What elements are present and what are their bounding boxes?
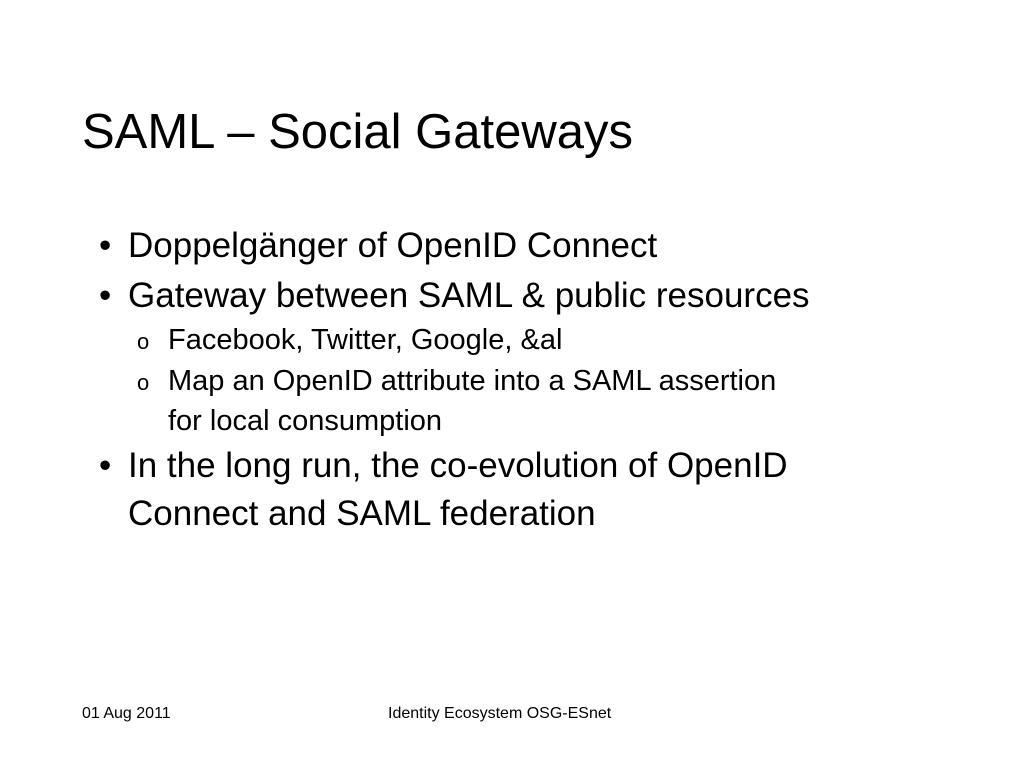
bullet-item xyxy=(99,442,948,538)
bullet-text: Doppelgänger of OpenID Connect xyxy=(128,226,658,265)
footer-title: Identity Ecosystem OSG-ESnet xyxy=(388,705,612,722)
bullet-item xyxy=(99,222,948,270)
sub-bullet-text: Facebook, Twitter, Google, &al xyxy=(168,324,563,356)
sub-bullet-item xyxy=(137,320,948,360)
sub-bullet-line: Map an OpenID attribute into a SAML assertion xyxy=(168,365,777,397)
bullet-marker: • xyxy=(99,276,112,315)
sub-bullet-marker: o xyxy=(137,329,150,354)
bullet-marker: • xyxy=(99,226,112,265)
sub-bullet-line: for local consumption xyxy=(168,405,443,437)
footer-date: 01 Aug 2011 xyxy=(82,705,171,722)
slide-title: SAML – Social Gateways xyxy=(82,105,634,159)
bullet-line: Connect and SAML federation xyxy=(128,494,596,533)
bullet-text: Gateway between SAML & public resources xyxy=(128,276,810,315)
sub-bullet-marker: o xyxy=(137,370,150,395)
sub-bullet-item xyxy=(137,361,948,441)
bullet-marker: • xyxy=(99,446,112,485)
bullet-line: In the long run, the co-evolution of OpenID xyxy=(128,446,788,485)
bullet-item xyxy=(99,272,948,320)
